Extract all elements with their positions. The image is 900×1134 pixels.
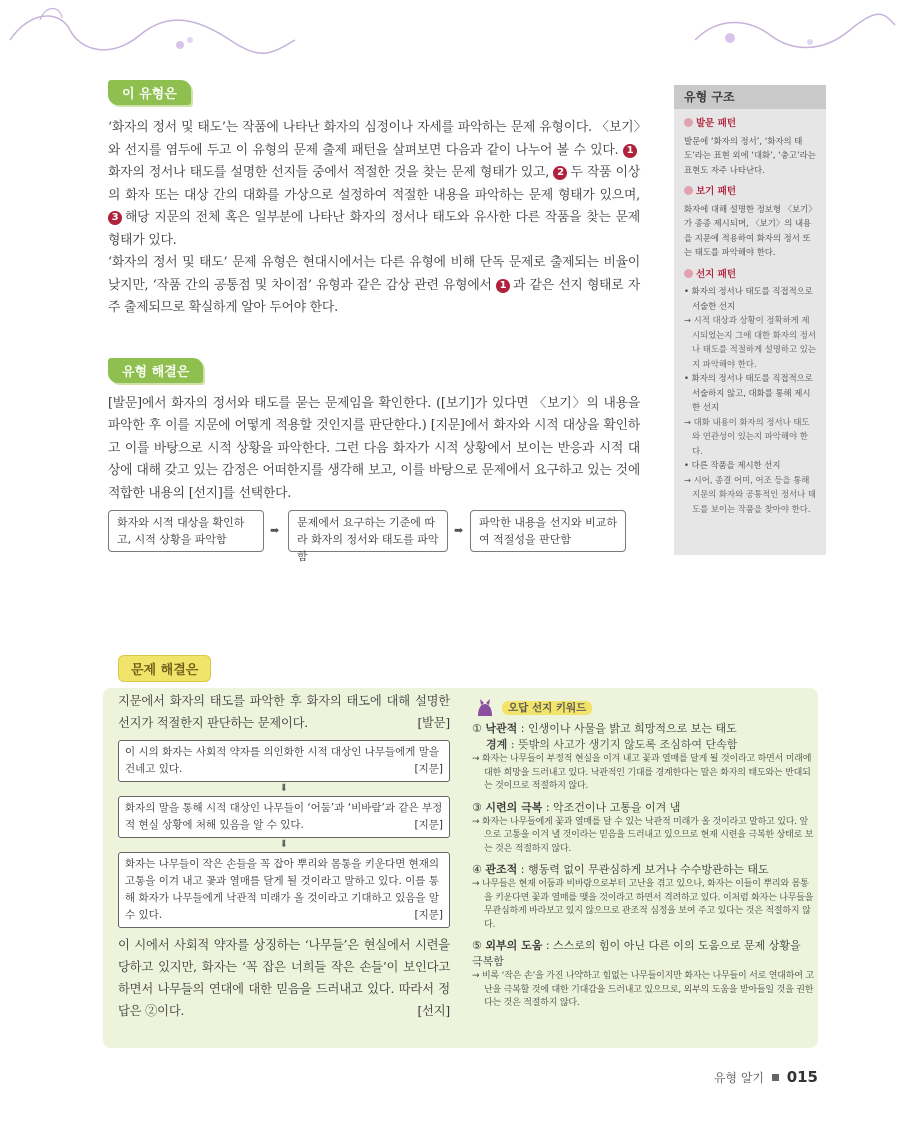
square-icon [772, 1074, 779, 1081]
kw-1-extra-label: 경계 [486, 738, 508, 751]
kw-3-key: 시련의 극복 [485, 800, 543, 814]
number-badge-2: 2 [553, 166, 567, 180]
bullet-dot-icon [684, 118, 693, 127]
conclusion-text: 이 시에서 사회적 약자를 상징하는 ‘나무들’은 현실에서 시련을 당하고 있지만, 화자는 ‘꼭 잡은 너희들 작은 손들’이 보인다고 하면서 나무들의 연대에 대한 믿음을 드러내고 있다. 따라서 정답은 ②이다. [118, 938, 450, 1018]
keywords-title: 오답 선지 키워드 [502, 701, 592, 715]
bullet-dot-icon [684, 186, 693, 195]
kw-3-def: : 악조건이나 고통을 이겨 냄 [542, 800, 681, 814]
reasoning-box-1 [118, 740, 450, 782]
reasoning-box-3 [118, 852, 450, 928]
kw-4-num: ④ [472, 863, 482, 876]
keyword-1-extra [472, 737, 814, 753]
kw-1-def: : 인생이나 사물을 밝고 희망적으로 보는 태도 [517, 722, 737, 735]
keyword-3 [472, 800, 814, 816]
keywords-column [472, 700, 814, 1011]
box-2-ref: [지문] [414, 819, 443, 831]
box-1-ref: [지문] [414, 763, 443, 775]
solve-paragraph: [발문]에서 화자의 정서와 태도를 묻는 문제임을 확인한다. ([보기]가 있다면 〈보기〉의 내용을 파악한 후 이를 지문에 어떻게 적용할 것인지를 판단한다.) [지문]에서 화자와 시적 대상을 확인하고 이를 바탕으로 시적 상황을 파악한다. 그런 다음 화자가 시적 상황에서 보이는 반응과 시적 대상에 대해 갖고 있는 감정은 어떠한지를 생각해 보고, 이를 바탕으로 문제에서 요구하고 있는 것에 적합한 내용의 [선지]를 선택한다. [108, 395, 640, 501]
down-arrow-icon: ⬇ [279, 783, 289, 794]
structure-choice-pattern [674, 268, 826, 517]
process-steps [108, 510, 628, 563]
kw-5-key: 외부의 도움 [485, 939, 543, 952]
keyword-4 [472, 862, 814, 878]
s3-item-2-sub: → 대화 내용이 화자의 정서나 태도와 연관성이 있는지 파악해야 한다. [684, 416, 810, 456]
problem-conclusion [118, 934, 450, 1022]
s3-item-2: • 화자의 정서나 태도를 직접적으로 서술하지 않고, 대화를 통해 제시한 선지 [684, 373, 813, 412]
keyword-5-explanation: → 비록 ‘작은 손’을 가진 나약하고 힘없는 나무들이지만 화자는 나무들이 서로 연대하여 고난을 극복할 것에 대한 기대감을 드러내고 있으므로, 외부의 도움을 받아들일 것을 권한다는 것은 적절하지 않다. [472, 971, 814, 1008]
page-footer [714, 1068, 818, 1086]
s3-item-3: • 다른 작품을 제시한 선지 [684, 460, 781, 470]
problem-tag: 문제 해결은 [118, 655, 211, 682]
p2-b: 과 같은 선지 형태로 자주 출제되므로 확실하게 알아 두어야 한다. [108, 277, 640, 315]
box-3-text: 화자는 나무들이 작은 손들을 꼭 잡아 뿌리와 몸통을 키운다면 현재의 고통을 이겨 내고 꽃과 열매를 달게 될 것이라고 말하고 있다. 이를 통해 화자가 나무들에게 낙관적 미래가 올 것이라고 기대하고 있음을 알 수 있다. [125, 858, 440, 921]
type-section-tag: 이 유형은 [108, 80, 191, 105]
s3-item-1: • 화자의 정서나 태도를 직접적으로 서술한 선지 [684, 286, 813, 311]
p1-a: ‘화자의 정서 및 태도’는 작품에 나타난 화자의 심정이나 자세를 파악하는 문제 유형이다. 〈보기〉와 선지를 염두에 두고 이 유형의 문제 출제 패턴을 살펴보면 다음과 같이 나누어 볼 수 있다. [108, 120, 640, 158]
step-arrow-icon: ➡ [270, 524, 280, 537]
problem-left-column [118, 690, 450, 1022]
step-3: 파악한 내용을 선지와 비교하여 적절성을 판단함 [470, 510, 626, 552]
kw-1-key: 낙관적 [485, 722, 518, 735]
keyword-1 [472, 721, 814, 737]
number-badge-3: 3 [108, 211, 122, 225]
s3-title: 선지 패턴 [696, 268, 737, 280]
s3-item-1-sub: → 시적 대상과 상황이 정확하게 제시되었는지 그에 대한 화자의 정서나 태도를 적절하게 설명하고 있는지 파악해야 한다. [684, 315, 816, 369]
cat-icon [472, 694, 498, 720]
structure-title: 유형 구조 [674, 85, 826, 109]
kw-1-num: ① [472, 722, 482, 735]
keyword-5 [472, 938, 814, 970]
box-3-ref: [지문] [414, 909, 443, 921]
step-arrow-icon: ➡ [454, 524, 464, 537]
footer-label: 유형 알기 [713, 1071, 765, 1085]
s3-item-3-sub: → 시어, 종결 어미, 어조 등을 통해 지문의 화자와 공통적인 정서나 태도를 보이는 작품을 찾아야 한다. [684, 474, 816, 514]
kw-1-extra: : 뜻밖의 사고가 생기지 않도록 조심하여 단속함 [507, 738, 738, 751]
intro-ref: [발문] [417, 716, 450, 730]
number-badge-1: 1 [623, 144, 637, 158]
keyword-1-explanation: → 화자는 나무들이 부정적 현실을 이겨 내고 꽃과 열매를 달게 될 것이라고 하면서 미래에 대한 희망을 드러내고 있다. 낙관적인 기대를 경계한다는 말은 화자의 태도와는 반대되는 것이므로 적절하지 않다. [472, 754, 812, 791]
structure-view-pattern [674, 185, 826, 260]
bullet-dot-icon [684, 269, 693, 278]
number-badge-4: 1 [496, 279, 510, 293]
kw-3-num: ③ [472, 800, 482, 814]
keyword-4-explanation: → 나무들은 현재 어둠과 비바람으로부터 고난을 겪고 있으나, 화자는 이들이 뿌리와 몸통을 키운다면 꽃과 열매를 맺을 것이라고 하면서 격려하고 있다. 이처럼 화자는 나무들을 무관심하게 바라보고 있지 않으므로 관조적 심정을 보여 주고 있다는 것은 적절하지 않다. [472, 879, 814, 930]
decorative-swirl-right [690, 0, 900, 70]
type-paragraph-1 [108, 117, 640, 252]
s2-text: 화자에 대해 설명한 정보형 〈보기〉가 종종 제시되며, 〈보기〉의 내용을 지문에 적용하여 화자의 정서 또는 태도를 파악해야 한다. [684, 203, 813, 257]
p1-b: 화자의 정서나 태도를 설명한 선지들 중에서 적절한 것을 찾는 문제 형태가 있고, [108, 165, 550, 180]
conclusion-ref: [선지] [417, 1004, 450, 1018]
intro-text: 지문에서 화자의 태도를 파악한 후 화자의 태도에 대해 설명한 선지가 적절한지 판단하는 문제이다. [118, 694, 450, 730]
p1-c: 두 작품 이상의 화자 또는 대상 간의 대화를 가상으로 설정하여 적절한 내용을 파악하는 문제 형태가 있으며, [108, 165, 640, 203]
structure-question-pattern [674, 117, 826, 177]
kw-5-def: : 스스로의 힘이 아닌 다른 이의 도움으로 문제 상황을 극복함 [472, 939, 801, 968]
kw-5-num: ⑤ [472, 939, 482, 952]
kw-4-key: 관조적 [485, 863, 518, 876]
problem-intro [118, 690, 450, 734]
box-2-text: 화자의 말을 통해 시적 대상인 나무들이 ‘어둠’과 ‘비바람’과 같은 부정적 현실 상황에 처해 있음을 알 수 있다. [125, 802, 443, 831]
p1-d: 해당 지문의 전체 혹은 일부분에 나타난 화자의 정서나 태도와 유사한 다른 작품을 찾는 문제 형태가 있다. [108, 210, 640, 248]
type-paragraph-2 [108, 252, 640, 320]
solve-section-tag: 유형 해결은 [108, 358, 203, 383]
s1-text: 발문에 ‘화자의 정서’, ‘화자의 태도’라는 표현 외에 ‘대화’, ‘충고’라는 표현도 자주 나타난다. [684, 135, 816, 175]
s2-title: 보기 패턴 [696, 186, 737, 197]
type-section [108, 80, 640, 505]
s1-title: 발문 패턴 [696, 118, 737, 129]
p2-a: ‘화자의 정서 및 태도’ 문제 유형은 현대시에서는 다른 유형에 비해 단독 문제로 출제되는 비율이 낮지만, ‘작품 간의 공통점 및 차이점’ 유형과 같은 감상 관련 유형에서 [108, 255, 640, 293]
kw-4-def: : 행동력 없이 무관심하게 보거나 수수방관하는 태도 [517, 863, 769, 876]
decorative-swirl-left [0, 0, 300, 70]
page-number: 015 [786, 1068, 818, 1086]
box-1-text: 이 시의 화자는 사회적 약자를 의인화한 시적 대상인 나무들에게 말을 건네고 있다. [125, 746, 440, 775]
down-arrow-icon: ⬇ [279, 839, 289, 850]
structure-sidebar [674, 85, 826, 555]
reasoning-box-2 [118, 796, 450, 838]
keyword-3-explanation: → 화자는 나무들에게 꽃과 열매를 달 수 있는 낙관적 미래가 올 것이라고 말하고 있다. 앞으로 고통을 이겨 낼 것이라는 믿음을 드러내고 있으므로 현재 시련을 극복한 상태로 보는 것은 적절하지 않다. [472, 816, 814, 854]
step-2: 문제에서 요구하는 기준에 따라 화자의 정서와 태도를 파악함 [288, 510, 448, 552]
step-1: 화자와 시적 대상을 확인하고, 시적 상황을 파악함 [108, 510, 264, 552]
